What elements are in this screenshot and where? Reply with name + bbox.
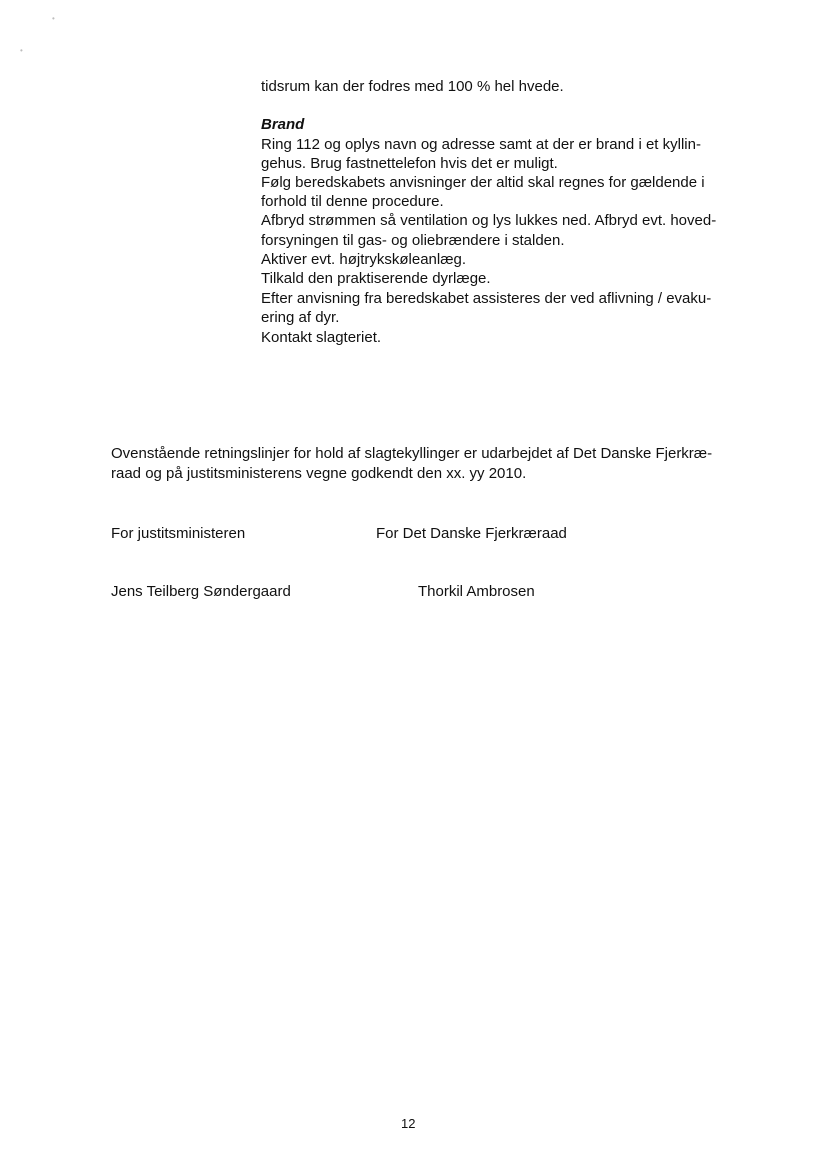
procedure-line: forsyningen til gas- og oliebrændere i stalden.	[261, 232, 565, 249]
scan-speck: •	[20, 46, 23, 55]
procedure-line: Ring 112 og oplys navn og adresse samt at der er brand i et kyllin-	[261, 136, 701, 153]
right-signatory-name: Thorkil Ambrosen	[418, 583, 535, 600]
approval-line: Ovenstående retningslinjer for hold af slagtekyllinger er udarbejdet af Det Danske Fjerkræ-	[111, 445, 713, 462]
left-signatory-name: Jens Teilberg Søndergaard	[111, 583, 291, 600]
procedure-line: Aktiver evt. højtrykskøleanlæg.	[261, 251, 467, 268]
procedure-line: Afbryd strømmen så ventilation og lys lukkes ned. Afbryd evt. hoved-	[261, 212, 717, 229]
procedure-line: forhold til denne procedure.	[261, 193, 444, 210]
procedure-line: Kontakt slagteriet.	[261, 329, 382, 346]
right-signatory-role: For Det Danske Fjerkræraad	[376, 525, 567, 542]
procedure-line: Følg beredskabets anvisninger der altid skal regnes for gældende i	[261, 174, 705, 191]
procedure-line: Efter anvisning fra beredskabet assisteres der ved aflivning / evaku-	[261, 290, 712, 307]
section-heading: Brand	[261, 116, 305, 133]
scan-speck: •	[52, 14, 55, 23]
procedure-line: Tilkald den praktiserende dyrlæge.	[261, 270, 491, 287]
left-signatory-role: For justitsministeren	[111, 525, 246, 542]
page-number: 12	[401, 1116, 416, 1131]
procedure-line: gehus. Brug fastnettelefon hvis det er muligt.	[261, 155, 558, 172]
approval-line: raad og på justitsministerens vegne godkendt den xx. yy 2010.	[111, 465, 527, 482]
procedure-line: ering af dyr.	[261, 309, 340, 326]
intro-line: tidsrum kan der fodres med 100 % hel hvede.	[261, 78, 564, 95]
